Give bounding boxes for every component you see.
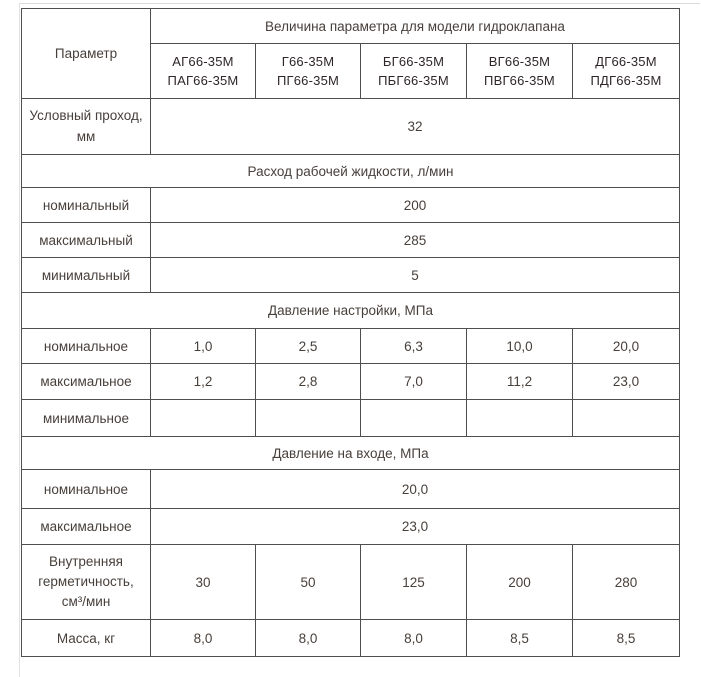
header-row: [22, 9, 680, 44]
model-name: АГ66-35М: [172, 53, 234, 69]
model-col-4-header: [467, 44, 573, 99]
value-cell: 285: [151, 223, 680, 258]
section-title: Давление на входе, МПа: [22, 437, 680, 470]
value-cell: 8,0: [151, 620, 256, 657]
row-label: Масса, кг: [22, 620, 151, 657]
model-name: ВГ66-35М: [488, 53, 551, 69]
row-label: Условный проход, мм: [22, 99, 151, 155]
value-cell: 10,0: [467, 329, 573, 364]
value-cell: 32: [151, 99, 680, 155]
value-cell: 30: [151, 545, 256, 620]
model-col-3-header: [361, 44, 467, 99]
models-title-cell: Величина параметра для модели гидроклапана: [151, 9, 680, 44]
row-setting-nominal: [22, 329, 680, 364]
row-label: номинальное: [22, 470, 151, 509]
value-cell: 8,5: [573, 620, 680, 657]
value-cell: 8,0: [256, 620, 361, 657]
value-cell: 1,0: [151, 329, 256, 364]
row-setting-max: [22, 364, 680, 400]
row-label: Внутренняя герметичность, см³/мин: [22, 545, 151, 620]
value-cell: 20,0: [151, 470, 680, 509]
section-row-setting-pressure: [22, 293, 680, 329]
model-name: БГ66-35М: [382, 53, 445, 69]
row-inlet-max: [22, 509, 680, 545]
section-title: Расход рабочей жидкости, л/мин: [22, 155, 680, 188]
model-col-1-header: [151, 44, 256, 99]
value-cell: 5: [151, 258, 680, 293]
value-cell: 1,2: [151, 364, 256, 400]
row-flow-min: [22, 258, 680, 293]
row-label: минимальный: [22, 258, 151, 293]
value-cell: 23,0: [151, 509, 680, 545]
hydrovalve-spec-table: [21, 8, 680, 657]
model-name: ПАГ66-35М: [167, 73, 239, 88]
model-name: Г66-35М: [281, 53, 335, 69]
model-col-2-header: [256, 44, 361, 99]
row-label: максимальное: [22, 509, 151, 545]
value-cell: 125: [361, 545, 467, 620]
value-cell: 200: [467, 545, 573, 620]
row-label: номинальный: [22, 188, 151, 223]
value-cell-empty: [256, 400, 361, 437]
section-row-inlet-pressure: [22, 437, 680, 470]
value-cell: 2,5: [256, 329, 361, 364]
value-cell: 11,2: [467, 364, 573, 400]
model-name: ПВГ66-35М: [484, 73, 555, 88]
value-cell: 2,8: [256, 364, 361, 400]
row-label: минимальное: [22, 400, 151, 437]
model-name: ПДГ66-35М: [590, 73, 662, 88]
row-mass: [22, 620, 680, 657]
value-cell-empty: [467, 400, 573, 437]
row-flow-nominal: [22, 188, 680, 223]
model-name: ПБГ66-35М: [378, 73, 449, 88]
value-cell: 8,5: [467, 620, 573, 657]
row-inlet-nominal: [22, 470, 680, 509]
model-name: ДГ66-35М: [595, 53, 657, 69]
model-col-5-header: [573, 44, 680, 99]
param-header-cell: Параметр: [22, 9, 151, 99]
value-cell: 20,0: [573, 329, 680, 364]
section-row-flow: [22, 155, 680, 188]
row-internal-leakage: [22, 545, 680, 620]
value-cell: 23,0: [573, 364, 680, 400]
value-cell: 200: [151, 188, 680, 223]
row-flow-max: [22, 223, 680, 258]
value-cell: 8,0: [361, 620, 467, 657]
row-label: номинальное: [22, 329, 151, 364]
model-name: ПГ66-35М: [276, 73, 340, 88]
value-cell: 7,0: [361, 364, 467, 400]
row-label: максимальное: [22, 364, 151, 400]
value-cell-empty: [573, 400, 680, 437]
value-cell: 280: [573, 545, 680, 620]
value-cell-empty: [361, 400, 467, 437]
value-cell: 6,3: [361, 329, 467, 364]
row-label: максимальный: [22, 223, 151, 258]
row-setting-min: [22, 400, 680, 437]
row-nominal-bore: [22, 99, 680, 155]
value-cell-empty: [151, 400, 256, 437]
value-cell: 50: [256, 545, 361, 620]
section-title: Давление настройки, МПа: [22, 293, 680, 329]
